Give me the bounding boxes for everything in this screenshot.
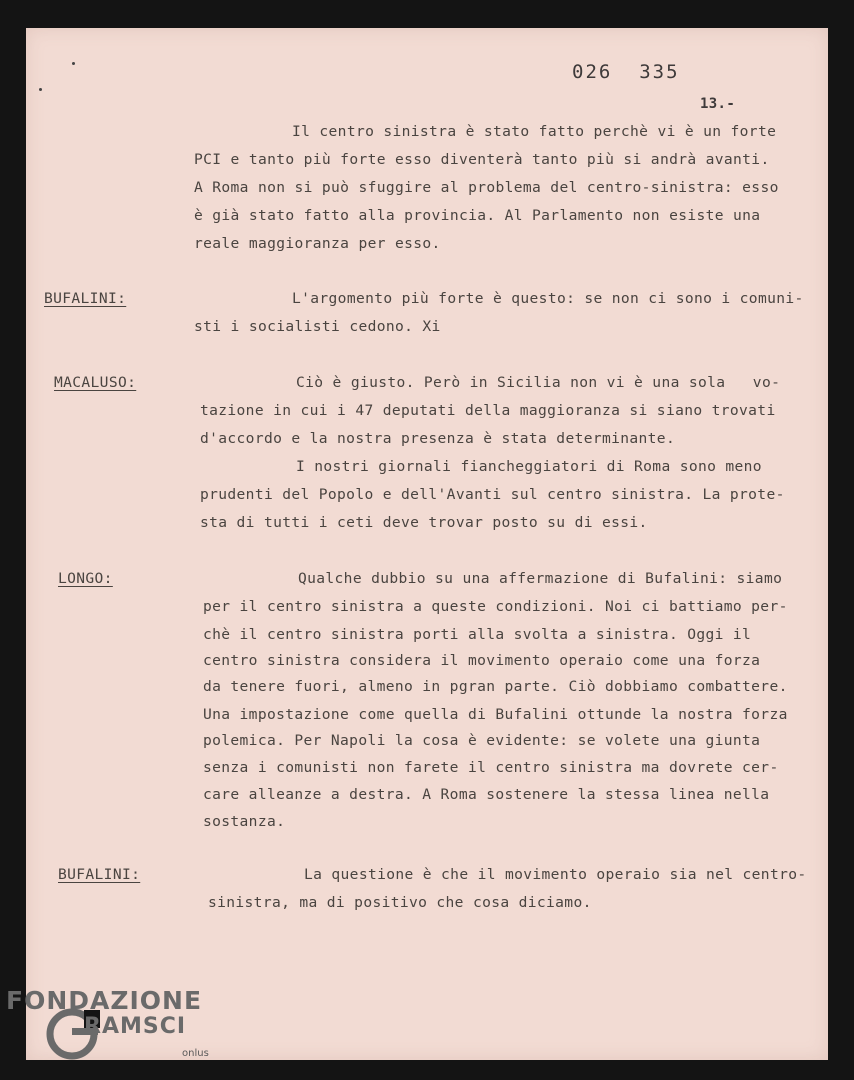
paragraph-line: sta di tutti i ceti deve trovar posto su di essi. bbox=[200, 514, 648, 531]
paragraph-line: tazione in cui i 47 deputati della maggioranza si siano trovati bbox=[200, 402, 776, 419]
paragraph-line: PCI e tanto più forte esso diventerà tanto più si andrà avanti. bbox=[194, 151, 770, 168]
paragraph-line: Il centro sinistra è stato fatto perchè vi è un forte bbox=[292, 123, 777, 140]
paragraph-line: centro sinistra considera il movimento operaio come una forza bbox=[203, 652, 761, 669]
paragraph-line: Ciò è giusto. Però in Sicilia non vi è una sola vo- bbox=[296, 374, 781, 391]
paragraph-line: A Roma non si può sfuggire al problema del centro-sinistra: esso bbox=[194, 179, 779, 196]
paragraph-line: da tenere fuori, almeno in pgran parte. Ciò dobbiamo combattere. bbox=[203, 678, 788, 695]
watermark-line1: FONDAZIONE bbox=[6, 986, 203, 1015]
paragraph-line: reale maggioranza per esso. bbox=[194, 235, 441, 252]
paragraph-line: Qualche dubbio su una affermazione di Bufalini: siamo bbox=[298, 570, 783, 587]
paragraph-line: sti i socialisti cedono. Xi bbox=[194, 318, 441, 335]
paragraph-line: sinistra, ma di positivo che cosa diciamo. bbox=[208, 894, 592, 911]
fondazione-gramsci-watermark bbox=[6, 986, 226, 1070]
archive-number: 026 335 bbox=[572, 61, 680, 83]
speaker-label: BUFALINI: bbox=[58, 866, 141, 883]
paragraph-line: care alleanze a destra. A Roma sostenere la stessa linea nella bbox=[203, 786, 770, 803]
paragraph-line: L'argomento più forte è questo: se non ci sono i comuni- bbox=[292, 290, 804, 307]
paragraph-line: senza i comunisti non farete il centro sinistra ma dovrete cer- bbox=[203, 759, 779, 776]
speaker-label: MACALUSO: bbox=[54, 374, 137, 391]
paragraph-line: prudenti del Popolo e dell'Avanti sul centro sinistra. La prote- bbox=[200, 486, 785, 503]
paragraph-line: polemica. Per Napoli la cosa è evidente: se volete una giunta bbox=[203, 732, 761, 749]
watermark-small: onlus bbox=[182, 1048, 209, 1059]
paragraph-line: per il centro sinistra a queste condizioni. Noi ci battiamo per- bbox=[203, 598, 788, 615]
paragraph-line: è già stato fatto alla provincia. Al Parlamento non esiste una bbox=[194, 207, 761, 224]
paragraph-line: sostanza. bbox=[203, 813, 286, 830]
paragraph-line: I nostri giornali fiancheggiatori di Roma sono meno bbox=[296, 458, 762, 475]
paragraph-line: d'accordo e la nostra presenza è stata determinante. bbox=[200, 430, 676, 447]
ink-speck bbox=[39, 88, 42, 91]
paragraph-line: chè il centro sinistra porti alla svolta a sinistra. Oggi il bbox=[203, 626, 752, 643]
paragraph-line: La questione è che il movimento operaio sia nel centro- bbox=[304, 866, 807, 883]
paragraph-line: Una impostazione come quella di Bufalini ottunde la nostra forza bbox=[203, 706, 788, 723]
ink-speck bbox=[72, 62, 75, 65]
speaker-label: LONGO: bbox=[58, 570, 113, 587]
watermark-line2: RAMSCI bbox=[84, 1014, 187, 1039]
speaker-label: BUFALINI: bbox=[44, 290, 127, 307]
page-number: 13.- bbox=[700, 96, 736, 112]
